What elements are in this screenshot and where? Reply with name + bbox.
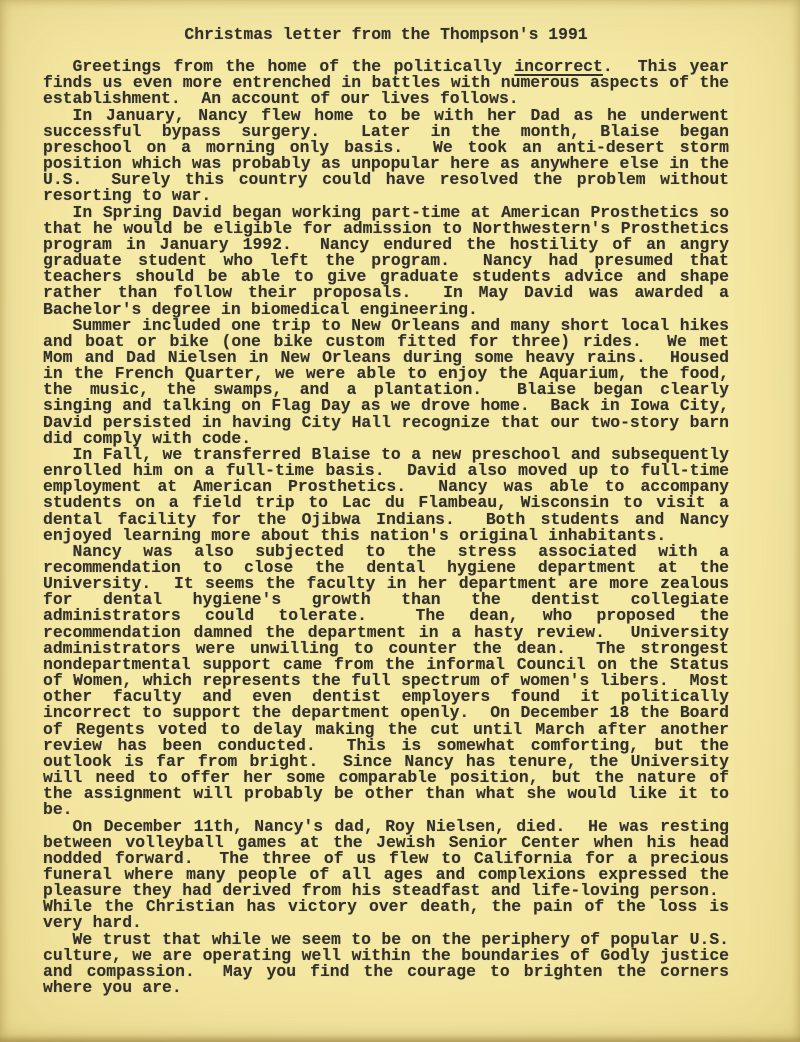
paragraph xyxy=(43,59,729,107)
paragraph xyxy=(43,315,729,448)
underlined-word: incorrect xyxy=(514,57,603,77)
paragraph xyxy=(43,202,729,319)
paragraph-text: On December 11th, Nancy's dad, Roy Nielsen, died. He was resting between volleyball games at the Jewish Senior Center when his head nodded forward. The three of us flew to California for a precious funeral where many people of all ages and complexions expressed the pleasure they had derived from his steadfast and life-loving person. While the Christian has victory over death, the pain of the loss is very hard. xyxy=(43,816,729,933)
paragraph xyxy=(43,541,729,820)
paragraph xyxy=(43,105,729,206)
paragraph-text: Summer included one trip to New Orleans and many short local hikes and boat or bike (one bike custom fitted for three) rides. We met Mom and Dad Nielsen in New Orleans during some heavy rains. Housed in the French Quarter, we were able to enjoy the Aquarium, the food, the music, the swamps, and a plantation. Blaise began clearly singing and talking on Flag Day as we drove home. Back in Iowa City, David persisted in having City Hall recognize that our two-story barn did comply with code. xyxy=(43,315,729,448)
paragraph-text: . This year finds us even more entrenched in battles with numerous aspects of the establishment. An account of our lives follows. xyxy=(43,57,729,109)
paragraph xyxy=(43,444,729,545)
paragraph-text: In Fall, we transferred Blaise to a new preschool and subsequently enrolled him on a full-time basis. David also moved up to full-time employment at American Prosthetics. Nancy was able to accompany students on a field trip to Lac du Flambeau, Wisconsin to visit a dental facility for the Ojibwa Indians. Both students and Nancy enjoyed learning more about this nation's original inhabitants. xyxy=(43,444,729,545)
letter-title: Christmas letter from the Thompson's 1991 xyxy=(184,25,588,44)
paragraph xyxy=(43,929,729,998)
paragraph-text: We trust that while we seem to be on the periphery of popular U.S. culture, we are operating well within the boundaries of Godly justice and compassion. May you find the courage to brighten the corners where you are. xyxy=(43,929,729,998)
letter-body xyxy=(43,59,729,996)
paragraph-text: Nancy was also subjected to the stress associated with a recommendation to close the dental hygiene department at the University. It seems the faculty in her department are more zealous for dental hygiene's growth than the dentist collegiate administrators could tolerate. The dean, who proposed the recommendation damned the department in a hasty review. University administrators were unwilling to counter the dean. The strongest nondepartmental support came from the informal Council on the Status of Women, which represents the full spectrum of women's libers. Most other faculty and even dentist employers found it politically incorrect to support the department openly. On December 18 the Board of Regents voted to delay making the cut until March after another review has been conducted. This is somewhat comforting, but the outlook is far from bright. Since Nancy has tenure, the University will need to offer her some comparable position, but the nature of the assignment will probably be other than what she would like it to be. xyxy=(43,541,729,820)
paragraph xyxy=(43,816,729,933)
paragraph-text: Greetings from the home of the politically xyxy=(72,57,515,77)
paragraph-text: In Spring David began working part-time at American Prosthetics so that he would be eligible for admission to Northwestern's Prosthetics program in January 1992. Nancy endured the hostility of an angry graduate student who left the program. Nancy had presumed that teachers should be able to give graduate students advice and shape rather than follow their proposals. In May David was awarded a Bachelor's degree in biomedical engineering. xyxy=(43,202,729,319)
paragraph-text: In January, Nancy flew home to be with her Dad as he underwent successful bypass surgery. Later in the month, Blaise began preschool on a morning only basis. We took an anti-desert storm position which was probably as unpopular here as anywhere else in the U.S. Surely this country could have resolved the problem without resorting to war. xyxy=(43,105,729,206)
